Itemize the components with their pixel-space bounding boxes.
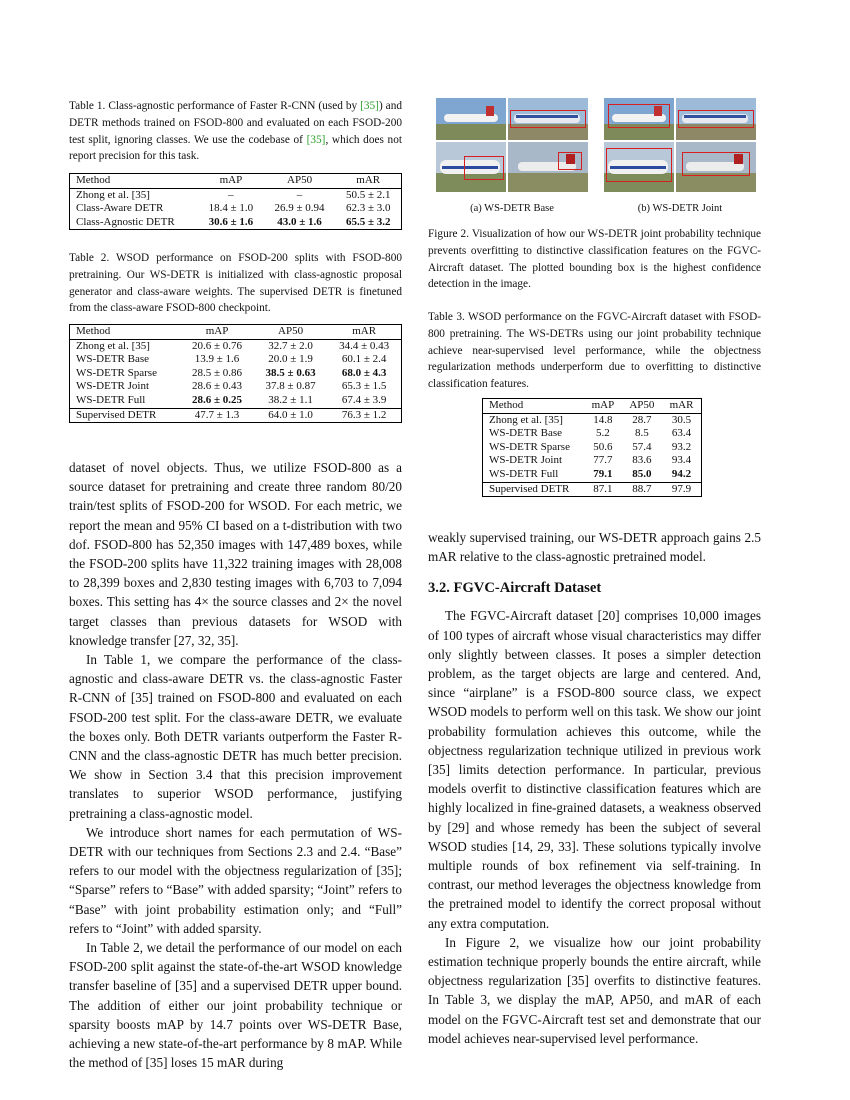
table-cell: 63.4 (671, 427, 692, 440)
table-cell: 20.6 ± 0.76 (192, 339, 243, 352)
aircraft-photo (508, 142, 588, 192)
column-header: AP50 (264, 174, 336, 189)
bounding-box (682, 152, 750, 176)
table-cell: Supervised DETR (483, 482, 585, 497)
column-header: mAR (327, 325, 401, 340)
bounding-box (558, 152, 582, 170)
column-header: mAP (584, 399, 622, 414)
column-header: mAP (198, 174, 263, 189)
table-row-supervised (483, 482, 702, 497)
table-row (70, 367, 402, 381)
table-cell: 88.7 (622, 482, 662, 497)
table-cell: 93.2 (671, 440, 692, 453)
table-cell: 50.6 (593, 440, 613, 453)
aircraft-photo (676, 98, 756, 140)
table-row (70, 202, 402, 216)
table2-caption: Table 2. WSOD performance on FSOD-200 splits with FSOD-800 pretraining. Our WS-DETR is initialized with class-agnostic proposal generator and class-aware weights. The supervised DETR is finetuned from the class-aware FSOD-800 checkpoint. (69, 252, 402, 315)
table-cell: Zhong et al. [35] (76, 339, 150, 352)
bounding-box (510, 110, 586, 128)
table-cell: WS-DETR Sparse (76, 366, 157, 379)
table1-caption: Table 1. Class-agnostic performance of Faster R-CNN (used by [35]) and DETR methods trained on FSOD-800 and evaluated on each FSOD-200 test split, ignoring classes. We use the codebase of [35], which does not report precision for this task. (69, 100, 402, 163)
table-row (483, 441, 702, 455)
bounding-box (678, 110, 754, 128)
aircraft-photo (436, 142, 506, 192)
table-cell: 30.5 (671, 413, 692, 426)
paragraph: We introduce short names for each permutation of WS-DETR with our techniques from Sections 2.3 and 2.4. “Base” refers to our model with the objectness regularization of [35]; “Sparse” refers to “Base” with added sparsity; “Joint” refers to “Base” with joint probability estimation only; and “Full” refers to “Joint” with added sparsity. (69, 824, 402, 936)
table-header-row (70, 325, 402, 340)
table-cell: 60.1 ± 2.4 (341, 353, 387, 366)
table-cell: Supervised DETR (70, 408, 181, 423)
table-cell: 5.2 (596, 427, 610, 440)
table-cell: 38.2 ± 1.1 (268, 393, 313, 406)
table-cell: 57.4 (632, 440, 652, 453)
table-cell: Class-Agnostic DETR (76, 215, 175, 228)
column-header: AP50 (254, 325, 328, 340)
table-cell: 14.8 (593, 413, 613, 426)
subfigure-label: (a) WS-DETR Base (470, 203, 554, 214)
paragraph: In Figure 2, we visualize how our joint probability estimation technique properly bounds the entire aircraft, while objectness regularization [35] overfits to distinctive features. In Table 3, we display the mAP, AP50, and mAR of each model on the FGVC-Aircraft test set and demonstrate that our model achieves near-supervised level performance. (428, 934, 761, 1046)
table-cell: WS-DETR Sparse (489, 440, 570, 453)
aircraft-photo (436, 98, 506, 140)
table-cell: 28.7 (632, 413, 652, 426)
table-cell: 79.1 (593, 467, 613, 480)
table-cell: 34.4 ± 0.43 (339, 339, 390, 352)
table-row (70, 380, 402, 394)
table-row (483, 468, 702, 482)
table2 (69, 324, 402, 423)
table-row (70, 394, 402, 408)
column-header: Method (70, 325, 181, 340)
table-cell: – (296, 188, 303, 201)
aircraft-photo (604, 98, 674, 140)
paragraph: In Table 1, we compare the performance of the class-agnostic and class-aware DETR vs. the class-agnostic Faster R-CNN of [35] trained on FSOD-800 and evaluated on each FSOD-200 test split. For the class-aware DETR, we evaluate the boxes only. Both DETR variants outperform the Faster R-CNN and the class-agnostic DETR has much better precision. We show in Section 3.4 that this precision improvement translates to superior WSOD performance, justifying pretraining a class-agnostic model. (69, 652, 402, 821)
table-cell: 28.6 ± 0.25 (192, 393, 243, 406)
column-header: Method (483, 399, 585, 414)
right-body-text (428, 528, 761, 1048)
table-cell: WS-DETR Joint (489, 454, 563, 467)
table-cell: 18.4 ± 1.0 (208, 202, 254, 215)
table-cell: 83.6 (632, 454, 652, 467)
table-cell: Zhong et al. [35] (489, 413, 563, 426)
table-cell: 62.3 ± 3.0 (345, 202, 391, 215)
table-cell: 28.6 ± 0.43 (192, 380, 243, 393)
aircraft-photo (508, 98, 588, 140)
table-header-row (70, 174, 402, 189)
table-cell: 28.5 ± 0.86 (192, 366, 243, 379)
table-cell: WS-DETR Base (76, 353, 150, 366)
table-cell: 67.4 ± 3.9 (341, 393, 387, 406)
citation-link[interactable]: [35] (306, 133, 326, 146)
table-cell: Class-Aware DETR (76, 202, 164, 215)
aircraft-photo (676, 142, 756, 192)
paragraph: In Table 2, we detail the performance of our model on each FSOD-200 split against the state-of-the-art WSOD knowledge transfer baseline of [35] and a supervised DETR upper bound. The addition of either our joint probability technique or sparsity boosts mAP by 14.7 points over WS-DETR Base, achieving a new state-of-the-art performance by 8 mAP. While the method of [35] loses 15 mAR during (69, 940, 402, 1071)
table3-caption: Table 3. WSOD performance on the FGVC-Aircraft dataset with FSOD-800 pretraining. The WS-DETRs using our joint probability technique achieve near-supervised level performance, while the objectness regularization methods underperform due to overfitting to distinctive classification features. (428, 311, 761, 391)
table-row (483, 413, 702, 427)
figure2-caption: Figure 2. Visualization of how our WS-DETR joint probability technique prevents overfitting to distinctive classification features on the FGVC-Aircraft dataset. The plotted bounding box is the highest confidence detection in the image. (428, 228, 761, 291)
bounding-box (464, 156, 504, 180)
column-header: mAR (662, 399, 702, 414)
column-header: AP50 (622, 399, 662, 414)
bounding-box (606, 148, 672, 182)
table1 (69, 173, 402, 230)
table-cell: 65.3 ± 1.5 (341, 380, 387, 393)
table-header-row (483, 399, 702, 414)
table-row (70, 216, 402, 230)
table-row (483, 427, 702, 441)
section-heading: 3.2. FGVC-Aircraft Dataset (428, 580, 602, 597)
table-cell: 76.3 ± 1.2 (327, 408, 401, 423)
table-cell: 43.0 ± 1.6 (277, 215, 322, 228)
table-cell: WS-DETR Joint (76, 380, 150, 393)
citation-link[interactable]: [35] (360, 100, 379, 112)
table-row-supervised (70, 408, 402, 423)
aircraft-photo (604, 142, 674, 192)
table-cell: – (228, 188, 234, 201)
table-cell: WS-DETR Full (76, 393, 146, 406)
table-row (70, 353, 402, 367)
table-cell: WS-DETR Base (489, 427, 563, 440)
table-row (70, 339, 402, 353)
table-cell: 13.9 ± 1.6 (194, 353, 240, 366)
column-header: mAR (335, 174, 401, 189)
table-cell: 47.7 ± 1.3 (180, 408, 254, 423)
table-cell: 38.5 ± 0.63 (265, 366, 316, 379)
bounding-box (608, 104, 670, 128)
table-cell: 32.7 ± 2.0 (268, 339, 313, 352)
paragraph: dataset of novel objects. Thus, we utilize FSOD-800 as a source dataset for pretraining and create three random 80/20 train/test splits of FSOD-200 for WSOD. For each metric, we report the mean and 95% CI based on a t-distribution with two dof. FSOD-800 has 52,350 images with 147,489 boxes, while the FSOD-200 splits have 11,322 training images with 28,008 to 28,399 boxes and 2,830 testing images with 6,703 to 7,094 boxes. This setting has 4× the source classes and 2× the novel target classes than previous datasets for WSOD with knowledge transfer [27, 32, 35]. (69, 460, 402, 648)
left-body-text (69, 458, 402, 1073)
paragraph: weakly supervised training, our WS-DETR approach gains 2.5 mAR relative to the class-agnostic pretrained model. (428, 530, 761, 565)
table-row (483, 454, 702, 468)
table-cell: 50.5 ± 2.1 (345, 188, 391, 201)
paragraph: The FGVC-Aircraft dataset [20] comprises 10,000 images of 100 types of aircraft whose visual characteristics may differ only slightly between classes. It poses a simpler detection problem, as the target objects are large and centered. And, since “airplane” is a FSOD-800 source class, we expect WSOD models to perform well on this task. We show our joint probability formulation achieves this outcome, while the objectness regularization technique utilized in previous work [35] limits detection performance. In particular, previous models overfit to distinctive classification features which are highly localized in fine-grained datasets, a weakness observed by [29] and whose remedy has been the subject of several WSOD studies [14, 29, 33]. These solutions typically involve multiple rounds of box refinement via self-training. In contrast, our method leverages the objectness knowledge from the pretrained model to identify the correct proposal without any extra computation. (428, 608, 761, 931)
column-header: mAP (180, 325, 254, 340)
table-cell: 20.0 ± 1.9 (268, 353, 313, 366)
table-cell: 64.0 ± 1.0 (254, 408, 328, 423)
table-cell: 8.5 (634, 427, 649, 440)
column-header: Method (70, 174, 199, 189)
table-cell: Zhong et al. [35] (76, 188, 150, 201)
subfigure-label: (b) WS-DETR Joint (637, 203, 723, 214)
table-cell: 94.2 (671, 467, 692, 480)
table-cell: 65.5 ± 3.2 (345, 215, 391, 228)
table3 (482, 398, 702, 497)
table-cell: 30.6 ± 1.6 (208, 215, 254, 228)
table-cell: 87.1 (584, 482, 622, 497)
table-cell: 68.0 ± 4.3 (341, 366, 387, 379)
table-cell: 97.9 (662, 482, 702, 497)
table-cell: 37.8 ± 0.87 (265, 380, 316, 393)
table-cell: 85.0 (632, 467, 652, 480)
table-cell: WS-DETR Full (489, 467, 559, 480)
table-cell: 93.4 (671, 454, 692, 467)
table-cell: 26.9 ± 0.94 (274, 202, 325, 215)
table-cell: 77.7 (593, 454, 613, 467)
table-row (70, 188, 402, 202)
